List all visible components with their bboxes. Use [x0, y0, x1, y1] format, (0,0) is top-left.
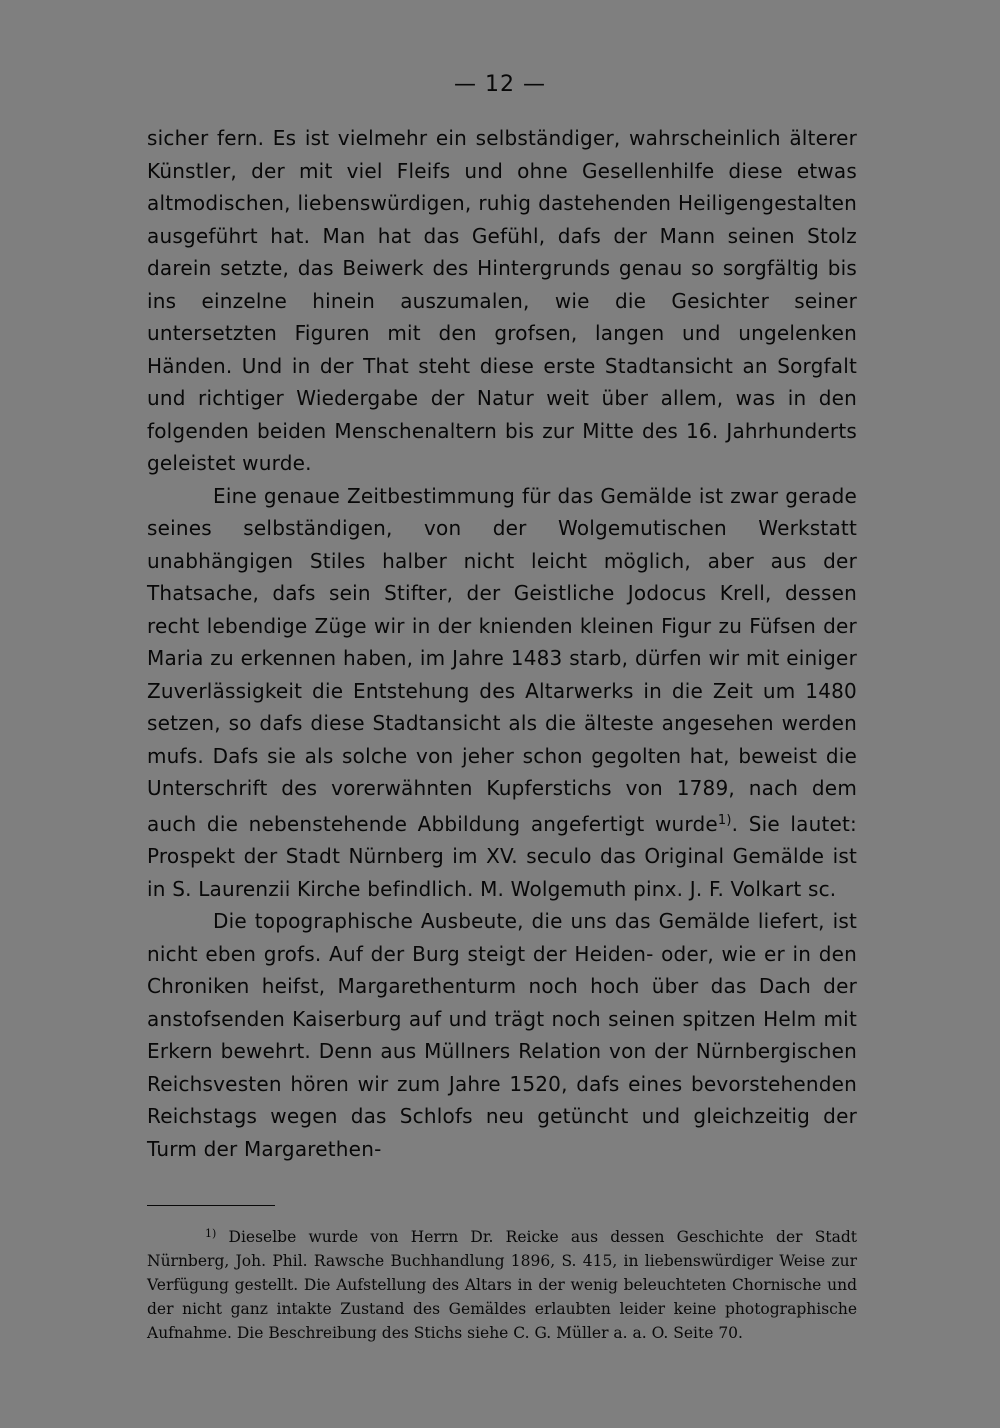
body-text: [147, 122, 857, 1165]
footnote-text: Dieselbe wurde von Herrn Dr. Reicke aus dessen Geschichte der Stadt Nürnberg, Joh. Phil. Rawsche Buchhandlung 1896, S. 415, in liebenswürdiger Weise zur Verfügung gestellt. Die Aufstellung des Altars in der wenig beleuchteten Chornische und der nicht ganz intakte Zustand des Gemäldes erlaubten leider keine photographische Aufnahme. Die Beschreibung des Stichs siehe C. G. Müller a. a. O. Seite 70.: [147, 1228, 857, 1342]
page-number: — 12 —: [454, 72, 546, 97]
footnote-divider: [147, 1205, 275, 1206]
paragraph-3: Die topographische Ausbeute, die uns das Gemälde liefert, ist nicht eben grofs. Auf der Burg steigt der Heiden- oder, wie er in den Chroniken heifst, Margarethenturm noch hoch über das Dach der anstofsenden Kaiserburg auf und trägt noch seinen spitzen Helm mit Erkern bewehrt. Denn aus Müllners Relation von der Nürnbergischen Reichsvesten hören wir zum Jahre 1520, dafs eines bevorstehenden Reichstags wegen das Schlofs neu getüncht und gleichzeitig der Turm der Margarethen-: [147, 909, 857, 1161]
footnotes: [147, 1222, 857, 1345]
paragraph-1: sicher fern. Es ist vielmehr ein selbständiger, wahrscheinlich älterer Künstler, der mit viel Fleifs und ohne Gesellenhilfe diese etwas altmodischen, liebenswürdigen, ruhig dastehenden Heiligengestalten ausgeführt hat. Man hat das Gefühl, dafs der Mann seinen Stolz darein setzte, das Beiwerk des Hintergrunds genau so sorgfältig bis ins einzelne hinein auszumalen, wie die Gesichter seiner untersetzten Figuren mit den grofsen, langen und ungelenken Händen. Und in der That steht diese erste Stadtansicht an Sorgfalt und richtiger Wiedergabe der Natur weit über allem, was in den folgenden beiden Menschenaltern bis zur Mitte des 16. Jahrhunderts geleistet wurde.: [147, 126, 857, 475]
paragraph-2-text-after-ref: . Sie lautet: Prospekt der Stadt Nürnberg im XV. seculo das Original Gemälde ist in S. Laurenzii Kirche befindlich. M. Wolgemuth pinx. J. F. Volkart sc.: [147, 811, 857, 901]
paragraph-2-text-before-ref: Eine genaue Zeitbestimmung für das Gemälde ist zwar gerade seines selbständigen, von der Wolgemutischen Werkstatt unabhängigen Stiles halber nicht leicht möglich, aber aus der Thatsache, dafs sein Stifter, der Geistliche Jodocus Krell, dessen recht lebendige Züge wir in der knienden kleinen Figur zu Füfsen der Maria zu erkennen haben, im Jahre 1483 starb, dürfen wir mit einiger Zuverlässigkeit die Entstehung des Altarwerks in die Zeit um 1480 setzen, so dafs diese Stadtansicht als die älteste angesehen werden mufs. Dafs sie als solche von jeher schon gegolten hat, beweist die Unterschrift des vorerwähnten Kupferstichs von 1789, nach dem auch die nebenstehende Abbildung angefertigt wurde: [147, 483, 857, 836]
footnote-marker: 1): [205, 1227, 217, 1240]
footnote-1: [147, 1222, 857, 1345]
paragraph-2: [147, 480, 857, 906]
footnote-reference: 1): [717, 812, 732, 828]
